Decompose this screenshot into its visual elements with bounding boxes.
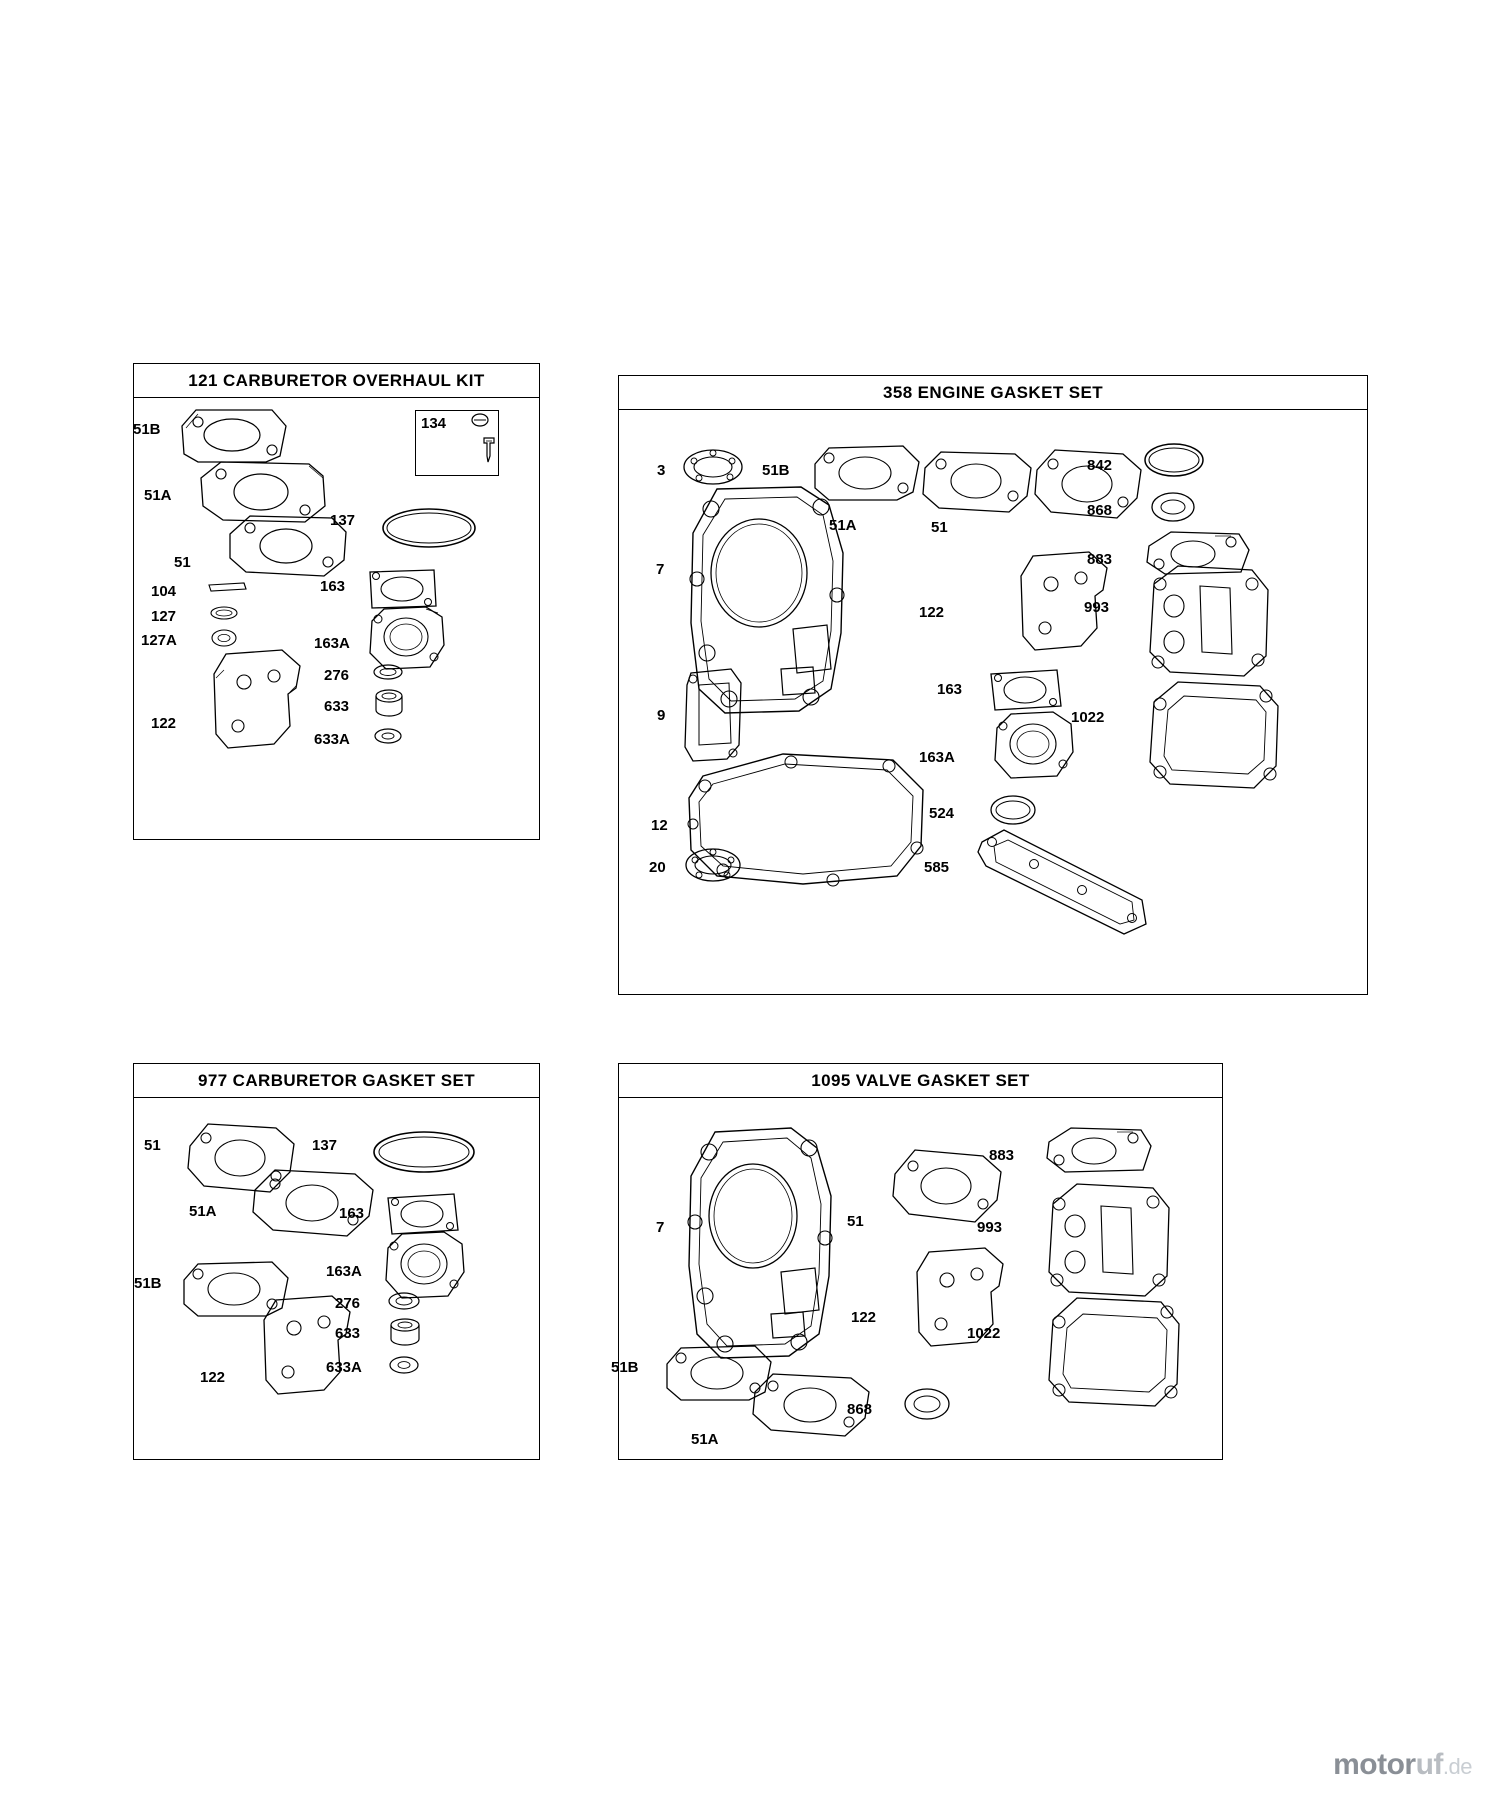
part-585-gasket [974, 828, 1154, 938]
callout-163: 163 [339, 1205, 365, 1222]
callout-1022: 1022 [1071, 709, 1105, 726]
callout-134: 134 [421, 415, 447, 432]
callout-51B: 51B [762, 462, 790, 479]
part-524-oring [987, 792, 1039, 828]
callout-127A: 127A [141, 632, 177, 649]
part-633-bushing [386, 1316, 424, 1348]
callout-633A: 633A [314, 731, 350, 748]
callout-883: 883 [1087, 551, 1113, 568]
callout-633: 633 [324, 698, 350, 715]
watermark-part2: uf [1415, 1748, 1443, 1781]
part-122-diaphragm [204, 648, 314, 758]
part-163A-diaphragm [989, 710, 1079, 784]
callout-51: 51 [931, 519, 948, 536]
callout-276: 276 [335, 1295, 361, 1312]
callout-51A: 51A [144, 487, 172, 504]
panel-carburetor-gasket-set [133, 1063, 540, 1460]
callout-585: 585 [924, 859, 950, 876]
callout-137: 137 [312, 1137, 338, 1154]
callout-276: 276 [324, 667, 350, 684]
callout-51B: 51B [134, 1275, 162, 1292]
callout-51A: 51A [691, 1431, 719, 1448]
callout-7: 7 [656, 1219, 665, 1236]
part-1022-gasket [1144, 678, 1284, 793]
panel-carburetor-overhaul-kit [133, 363, 540, 840]
part-993-gasket [1144, 562, 1274, 682]
callout-633: 633 [335, 1325, 361, 1342]
part-7-head-gasket [681, 1124, 841, 1364]
part-1022-gasket [1043, 1294, 1185, 1412]
callout-51B: 51B [611, 1359, 639, 1376]
callout-883: 883 [989, 1147, 1015, 1164]
panel-body [619, 410, 1367, 994]
callout-3: 3 [657, 462, 666, 479]
callout-868: 868 [1087, 502, 1113, 519]
panel-title: 358 ENGINE GASKET SET [619, 376, 1367, 410]
part-868-seal [901, 1386, 953, 1422]
callout-122: 122 [851, 1309, 877, 1326]
callout-137: 137 [330, 512, 356, 529]
part-134-needle [464, 410, 504, 472]
part-993-gasket [1043, 1180, 1175, 1302]
part-276-washer [386, 1290, 422, 1312]
part-633A-seal [386, 1354, 422, 1376]
callout-104: 104 [151, 583, 177, 600]
callout-993: 993 [1084, 599, 1110, 616]
panel-body [134, 398, 539, 839]
part-137-oring [370, 1126, 478, 1178]
callout-163A: 163A [314, 635, 350, 652]
panel-valve-gasket-set [611, 1063, 1223, 1460]
callout-993: 993 [977, 1219, 1003, 1236]
part-842-oring [1141, 440, 1207, 480]
callout-7: 7 [656, 561, 665, 578]
callout-163: 163 [937, 681, 963, 698]
part-104-pin [206, 580, 254, 594]
panel-body [134, 1098, 539, 1459]
callout-51: 51 [847, 1213, 864, 1230]
callout-127: 127 [151, 608, 177, 625]
callout-51A: 51A [829, 517, 857, 534]
callout-51: 51 [174, 554, 191, 571]
part-20-bearing [683, 844, 743, 886]
part-127-seal [208, 604, 242, 622]
callout-9: 9 [657, 707, 666, 724]
callout-1022: 1022 [967, 1325, 1001, 1342]
part-883-gasket [1043, 1124, 1155, 1178]
part-127A-seal [208, 628, 242, 648]
callout-163: 163 [320, 578, 346, 595]
part-163-gasket [987, 666, 1065, 714]
part-137-oring [379, 503, 479, 553]
callout-524: 524 [929, 805, 955, 822]
part-633A-seal [371, 726, 405, 746]
callout-51: 51 [144, 1137, 161, 1154]
panel-title: 977 CARBURETOR GASKET SET [134, 1064, 539, 1098]
callout-868: 868 [847, 1401, 873, 1418]
callout-633A: 633A [326, 1359, 362, 1376]
watermark [1333, 1748, 1472, 1782]
part-868-seal [1149, 490, 1197, 524]
panel-engine-gasket-set [618, 375, 1368, 995]
part-51B-gasket [176, 404, 296, 466]
part-3-bearing [681, 446, 745, 488]
callout-12: 12 [651, 817, 668, 834]
callout-163A: 163A [326, 1263, 362, 1280]
callout-122: 122 [200, 1369, 226, 1386]
part-276-washer [371, 662, 405, 682]
callout-122: 122 [919, 604, 945, 621]
watermark-part3: .de [1442, 1754, 1472, 1779]
callout-163A: 163A [919, 749, 955, 766]
callout-20: 20 [649, 859, 666, 876]
panel-body [611, 1098, 1222, 1459]
callout-51B: 51B [133, 421, 161, 438]
part-51A-gasket [919, 448, 1037, 518]
callout-51A: 51A [189, 1203, 217, 1220]
panel-title: 1095 VALVE GASKET SET [619, 1064, 1222, 1098]
callout-122: 122 [151, 715, 177, 732]
part-633-bushing [371, 688, 407, 718]
panel-title: 121 CARBURETOR OVERHAUL KIT [134, 364, 539, 398]
callout-842: 842 [1087, 457, 1113, 474]
part-122-diaphragm [907, 1246, 1017, 1356]
watermark-part1: motor [1333, 1748, 1416, 1781]
part-51B-gasket [809, 442, 927, 504]
